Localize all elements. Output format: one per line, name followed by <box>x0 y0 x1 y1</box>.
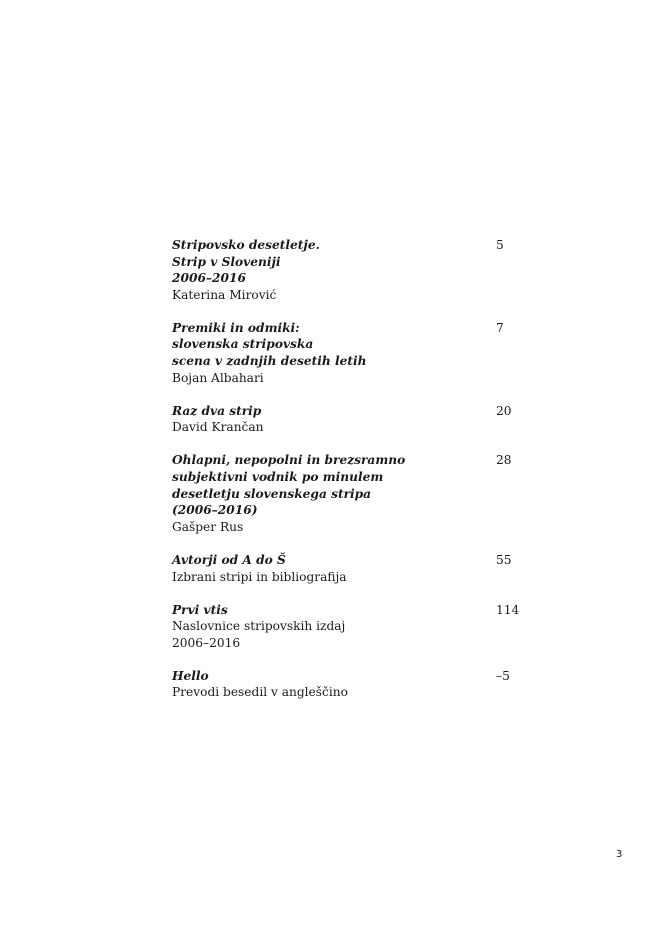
entry-author: Katerina Mirović <box>172 287 277 302</box>
table-of-contents <box>172 237 532 718</box>
entry-title-line: 2006–2016 <box>172 271 246 286</box>
entry-author: Gašper Rus <box>172 519 244 534</box>
entry-title-line: subjektivni vodnik po minulem <box>172 470 384 485</box>
entry-title-line: Avtorji od A do Š <box>172 552 286 567</box>
entry-title-line: (2006–2016) <box>172 503 258 518</box>
entry-author: David Krančan <box>172 420 264 435</box>
entry-page-number: –5 <box>496 668 510 683</box>
entry-page-number: 28 <box>496 453 512 468</box>
entry-title-line: Stripovsko desetletje. <box>172 238 320 252</box>
entry-title-line: slovenska stripovska <box>172 337 314 352</box>
entry-title-line: Ohlapni, nepopolni in brezsramno <box>172 453 406 468</box>
entry-title-line: Hello <box>172 668 209 683</box>
entry-subtitle: 2006–2016 <box>172 635 241 650</box>
entry-title-line: Prvi vtis <box>172 602 228 617</box>
entry-page-number: 5 <box>496 238 504 252</box>
entry-page-number: 55 <box>496 552 512 567</box>
entry-title-line: Premiki in odmiki: <box>172 320 300 335</box>
toc-entry[interactable] <box>172 668 532 701</box>
toc-entry[interactable] <box>172 403 532 436</box>
entry-author: Bojan Albahari <box>172 370 264 385</box>
page-number: 3 <box>616 849 623 860</box>
toc-entry[interactable] <box>172 552 532 585</box>
entry-title-line: Raz dva strip <box>172 403 262 418</box>
entry-title-line: Strip v Sloveniji <box>172 254 281 269</box>
entry-page-number: 20 <box>496 403 512 418</box>
entry-title-line: desetletju slovenskega stripa <box>172 486 372 501</box>
entry-page-number: 7 <box>496 320 504 335</box>
entry-subtitle: Prevodi besedil v angleščino <box>172 685 348 700</box>
entry-subtitle: Izbrani stripi in bibliografija <box>172 569 347 584</box>
toc-entry[interactable] <box>172 237 532 303</box>
entry-subtitle: Naslovnice stripovskih izdaj <box>172 619 346 634</box>
entry-title-line: scena v zadnjih desetih letih <box>172 354 367 369</box>
toc-entry[interactable] <box>172 452 532 535</box>
toc-entry[interactable] <box>172 320 532 386</box>
entry-page-number: 114 <box>496 602 520 617</box>
toc-entry[interactable] <box>172 602 532 652</box>
